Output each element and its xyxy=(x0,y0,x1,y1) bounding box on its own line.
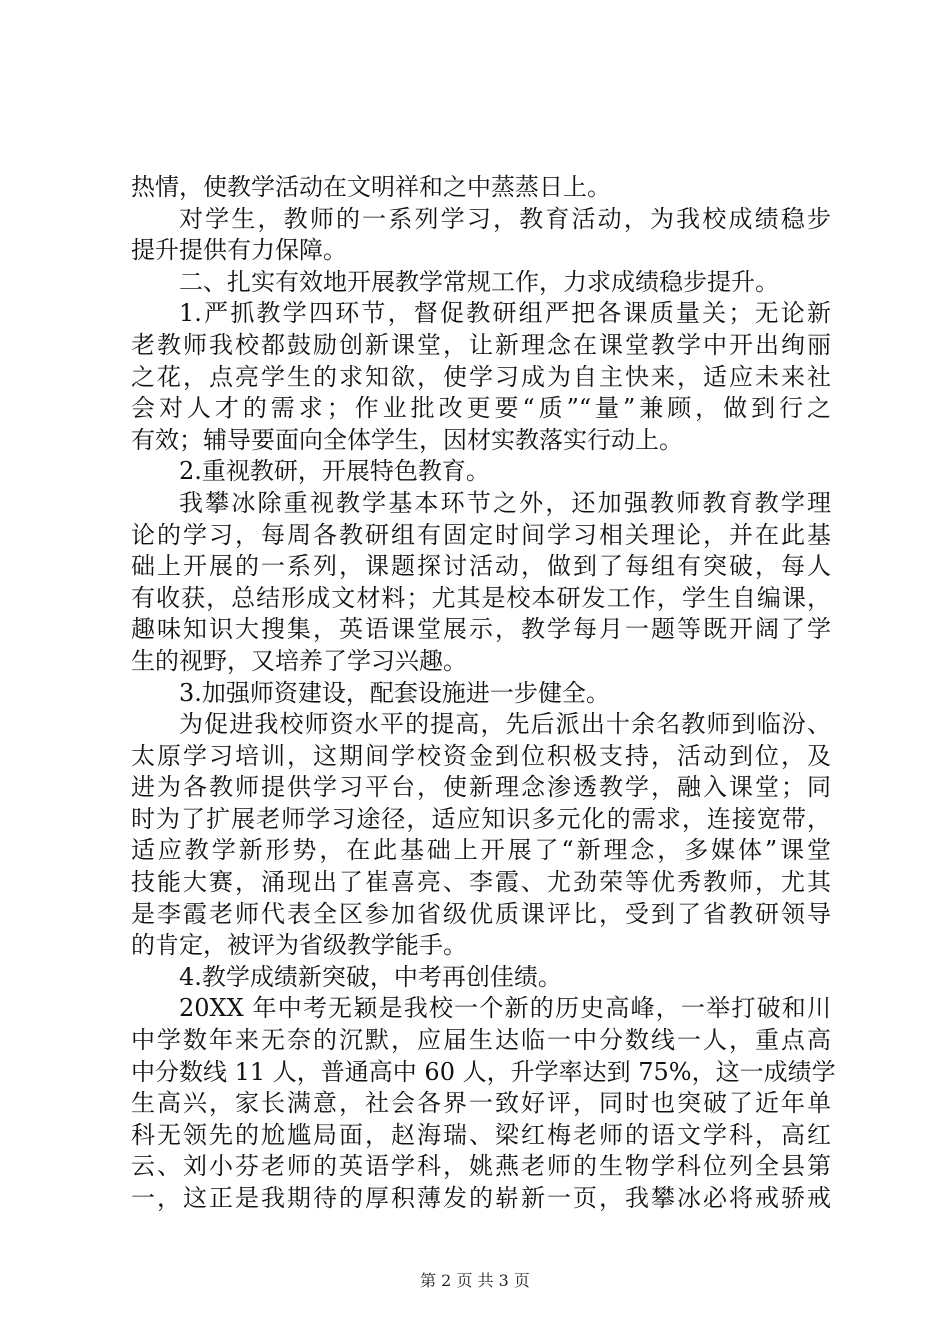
text-line: 有效；辅导要面向全体学生，因材实教落实行动上。 xyxy=(131,425,683,454)
text-line: 趣味知识大搜集，英语课堂展示，教学每月一题等既开阔了学 xyxy=(131,615,831,644)
text-line: 太原学习培训，这期间学校资金到位积极支持，活动到位，及 xyxy=(131,741,831,770)
text-line: 对学生，教师的一系列学习，教育活动，为我校成绩稳步 xyxy=(179,204,831,233)
text-line: 提升提供有力保障。 xyxy=(131,236,347,265)
text-line: 2.重视教研，开展特色教育。 xyxy=(179,457,490,486)
text-line: 时为了扩展老师学习途径，适应知识多元化的需求，连接宽带， xyxy=(131,804,831,833)
text-line: 1.严抓教学四环节，督促教研组严把各课质量关；无论新 xyxy=(179,299,831,328)
text-line: 中学数年来无奈的沉默，应届生达临一中分数线一人，重点高 xyxy=(131,1026,831,1055)
text-line: 生高兴，家长满意，社会各界一致好评，同时也突破了近年单 xyxy=(131,1089,831,1118)
text-line: 我攀冰除重视教学基本环节之外，还加强教师教育教学理 xyxy=(179,488,831,517)
text-line: 3.加强师资建设，配套设施进一步健全。 xyxy=(179,678,610,707)
text-line: 二、扎实有效地开展教学常规工作，力求成绩稳步提升。 xyxy=(179,267,779,296)
text-line: 会对人才的需求；作业批改更要“质”“量”兼顾，做到行之 xyxy=(131,394,831,423)
document-body xyxy=(131,172,836,1215)
text-line: 是李霞老师代表全区参加省级优质课评比，受到了省教研领导 xyxy=(131,899,831,928)
text-line: 为促进我校师资水平的提高，先后派出十余名教师到临汾、 xyxy=(179,710,831,739)
text-line: 老教师我校都鼓励创新课堂，让新理念在课堂教学中开出绚丽 xyxy=(131,330,831,359)
text-line: 热情，使教学活动在文明祥和之中蒸蒸日上。 xyxy=(131,173,611,201)
text-line: 20XX 年中考无颖是我校一个新的历史高峰，一举打破和川 xyxy=(179,994,831,1023)
text-line: 的肯定，被评为省级教学能手。 xyxy=(131,931,467,960)
text-line: 一，这正是我期待的厚积薄发的崭新一页，我攀冰必将戒骄戒 xyxy=(131,1184,831,1212)
text-line: 4.教学成绩新突破，中考再创佳绩。 xyxy=(179,962,562,991)
text-line: 适应教学新形势，在此基础上开展了“新理念，多媒体”课堂 xyxy=(131,836,831,865)
text-line: 技能大赛，涌现出了崔喜亮、李霞、尤劲荣等优秀教师，尤其 xyxy=(131,868,831,897)
text-line: 进为各教师提供学习平台，使新理念渗透教学，融入课堂；同 xyxy=(131,773,831,802)
text-line: 云、刘小芬老师的英语学科，姚燕老师的生物学科位列全县第 xyxy=(131,1152,831,1181)
text-line: 中分数线 11 人，普通高中 60 人，升学率达到 75%，这一成绩学 xyxy=(131,1057,836,1086)
text-line: 生的视野，又培养了学习兴趣。 xyxy=(131,646,467,675)
text-line: 科无领先的尬尴局面，赵海瑞、梁红梅老师的语文学科，高红 xyxy=(131,1120,831,1149)
page-footer: 第 2 页 共 3 页 xyxy=(420,1271,530,1290)
text-line: 论的学习，每周各教研组有固定时间学习相关理论，并在此基 xyxy=(131,520,831,549)
text-line: 有收获，总结形成文材料；尤其是校本研发工作，学生自编课， xyxy=(131,583,831,612)
text-line: 之花，点亮学生的求知欲，使学习成为自主快来，适应未来社 xyxy=(131,362,831,391)
text-line: 础上开展的一系列，课题探讨活动，做到了每组有突破，每人 xyxy=(131,552,831,581)
